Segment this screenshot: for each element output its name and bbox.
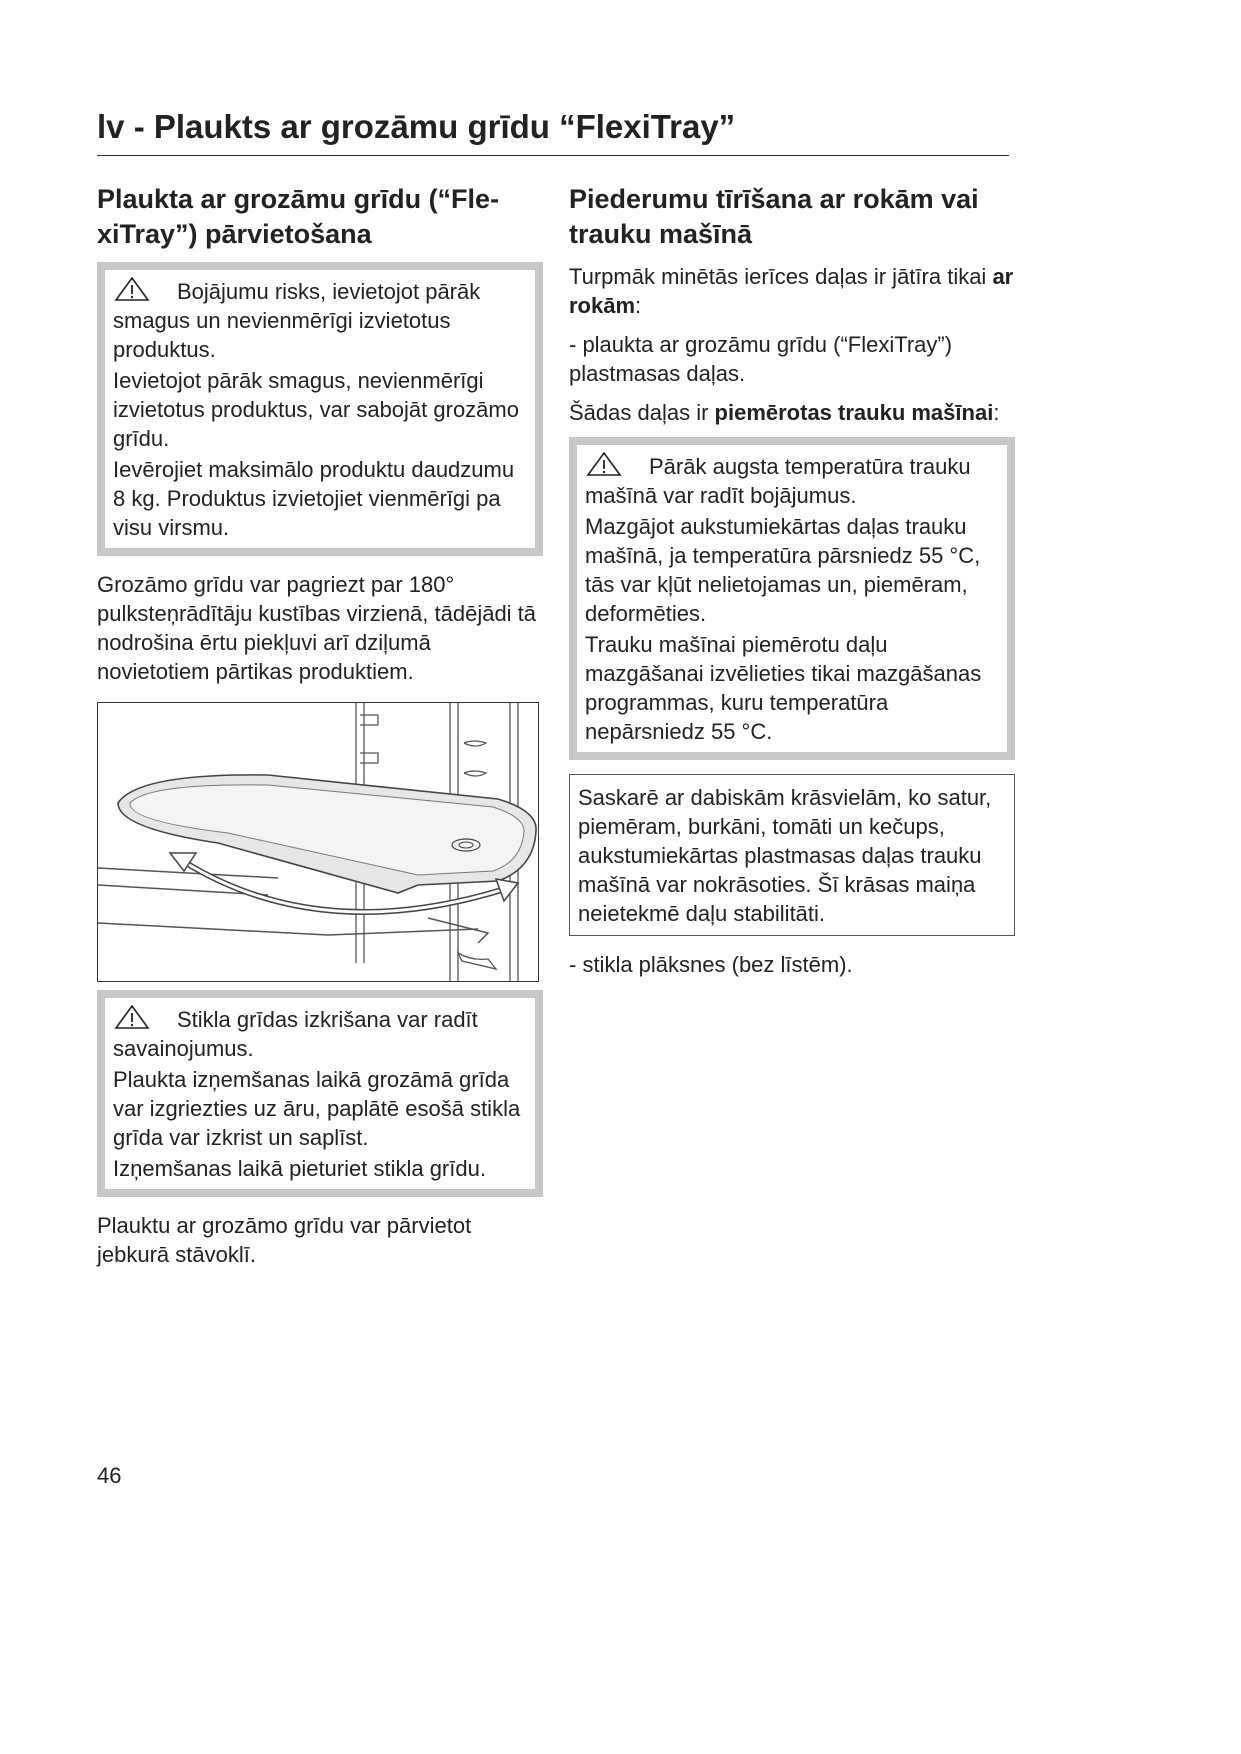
warning-line: Trauku mašīnai piemērotu daļu mazgāšanai izvēlieties tikai mazgāšanas programmas, kuru temperatūra nepārsniedz 55 °C. <box>585 632 982 744</box>
hand-wash-intro <box>569 262 1015 320</box>
intro-text: Turpmāk minētās ierīces daļas ir jātīra tikai <box>569 264 993 289</box>
left-section-heading: Plaukta ar grozāmu grīdu (“FlexiTray”) pārvietošana <box>97 184 500 249</box>
left-column <box>97 182 543 1279</box>
warning-box-weight <box>97 262 543 556</box>
page-title: lv - Plaukts ar grozāmu grīdu “FlexiTray” <box>97 108 736 145</box>
intro-suffix: : <box>635 293 642 318</box>
page-number: 46 <box>97 1463 122 1488</box>
intro-bold: ar rokām <box>569 264 1014 318</box>
warning-line <box>113 276 527 364</box>
warning-line: Mazgājot aukstumiekārtas daļas trauku mašīnā, ja temperatūra pārsniedz 55 °C, tās var kļūt nelietojamas un, piemēram, deformēties. <box>585 514 981 626</box>
flexitray-rotation-illustration <box>97 702 539 982</box>
warning-line: Plaukta izņemšanas laikā grozāmā grīda var izgriezties uz āru, paplātē esošā stikla grīda var izkrist un saplīst. <box>113 1067 521 1150</box>
note-text: Saskarē ar dabiskām krāsvielām, ko satur, piemēram, burkāni, tomāti un kečups, aukstumiekārtas plastmasas daļas trauku mašīnā var nokrāsoties. Šī krāsas maiņa neietekmē daļu stabilitāti. <box>578 785 992 926</box>
list-item: - stikla plāksnes (bez līstēm). <box>569 952 853 977</box>
dishwasher-intro-bold: piemērotas trauku mašīnai <box>714 400 994 425</box>
dishwasher-intro <box>569 398 1015 427</box>
title-divider <box>97 155 1009 156</box>
warning-text: Stikla grīdas izkrišana var radīt savainojumus. <box>113 1007 478 1061</box>
warning-text: Pārāk augsta temperatūra trauku mašīnā var radīt bojājumus. <box>585 454 971 508</box>
rotation-paragraph: Grozāmo grīdu var pagriezt par 180° pulksteņrādītāju kustības virzienā, tādējādi tā nodrošina ērtu piekļuvi arī dziļumā novietotiem pārtikas produktiem. <box>97 572 537 684</box>
warning-triangle-icon <box>113 276 151 302</box>
right-section-heading: Piederumu tīrīšana ar rokām vai trauku mašīnā <box>569 184 979 249</box>
warning-box-glass <box>97 990 543 1197</box>
warning-triangle-icon <box>113 1004 151 1030</box>
warning-line: Izņemšanas laikā pieturiet stikla grīdu. <box>113 1156 486 1181</box>
reposition-paragraph: Plauktu ar grozāmo grīdu var pārvietot jebkurā stāvoklī. <box>97 1213 472 1267</box>
warning-line <box>585 451 999 510</box>
dishwasher-intro-suffix: : <box>993 400 1000 425</box>
dishwasher-intro-text: Šādas daļas ir <box>569 400 715 425</box>
note-box-discoloration <box>569 774 1015 936</box>
warning-triangle-icon <box>585 451 623 477</box>
warning-box-temperature <box>569 437 1015 760</box>
warning-line <box>113 1004 527 1063</box>
right-column <box>569 182 1015 989</box>
warning-line: Ievērojiet maksimālo produktu daudzumu 8 kg. Produktus izvietojiet vienmērīgi pa visu virsmu. <box>113 457 515 540</box>
warning-line: Ievietojot pārāk smagus, nevienmērīgi izvietotus produktus, var sabojāt grozāmo grīdu. <box>113 368 519 451</box>
list-item: - plaukta ar grozāmu grīdu (“FlexiTray”) plastmasas daļas. <box>569 332 953 386</box>
warning-text: Bojājumu risks, ievietojot pārāk smagus un nevienmērīgi izvietotus produktus. <box>113 279 481 362</box>
